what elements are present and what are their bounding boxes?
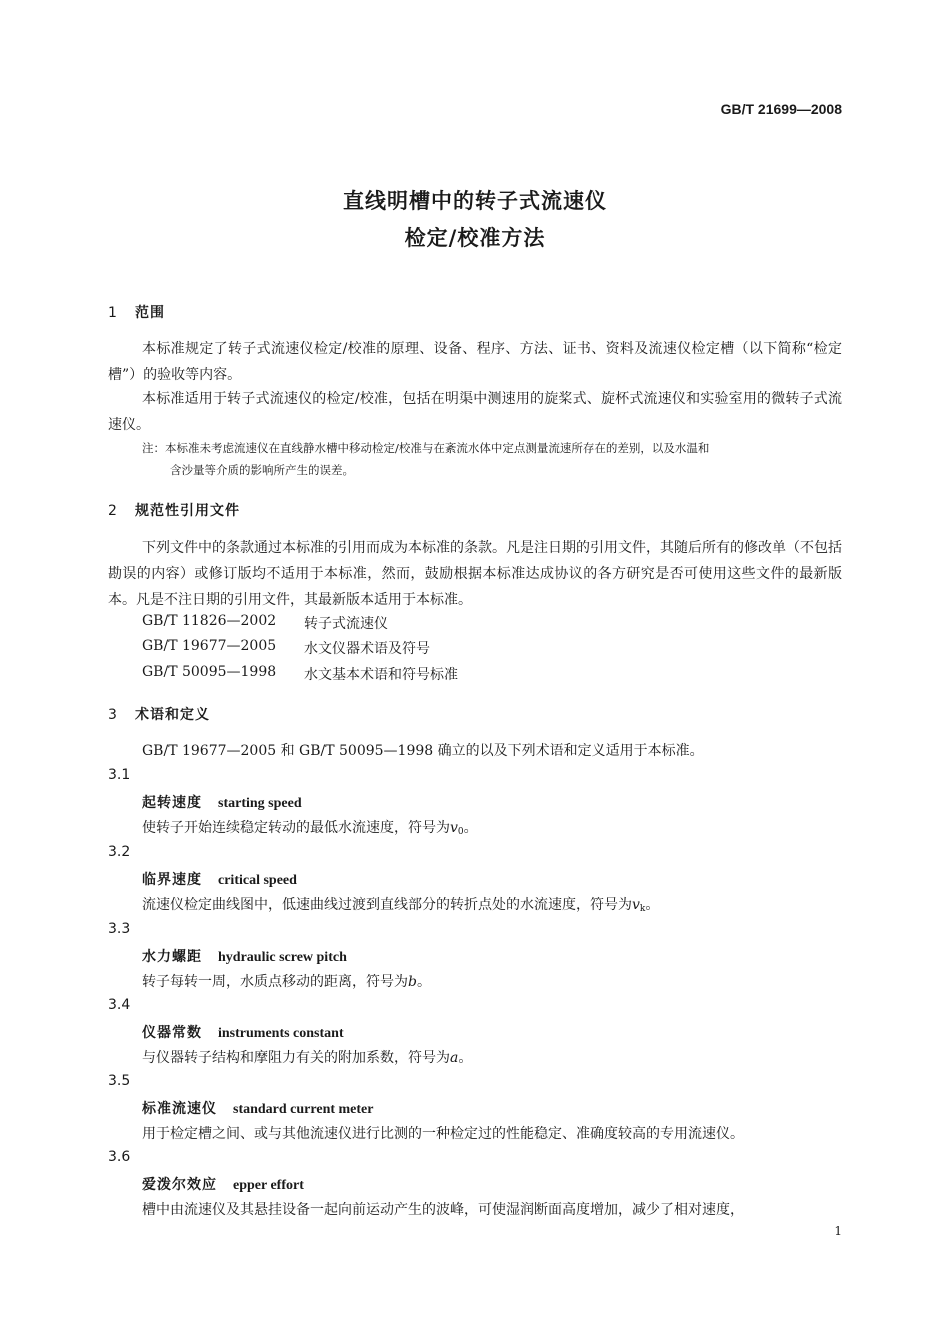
term-zh: 标准流速仪 [142, 1101, 217, 1117]
section-number: 3 [108, 707, 117, 723]
clause-number: 3.1 [108, 767, 131, 783]
clause-number: 3.4 [108, 997, 131, 1013]
note-line-2: 含沙量等介质的影响所产生的误差。 [170, 463, 354, 477]
term-heading [142, 1022, 344, 1042]
clause-number: 3.5 [108, 1073, 131, 1089]
term-en: hydraulic screw pitch [218, 950, 347, 965]
definition-end: 。 [416, 974, 431, 990]
term-definition: 用于检定槽之间、或与其他流速仪进行比测的一种检定过的性能稳定、准确度较高的专用流速仪。 [142, 1126, 744, 1142]
term-en: epper effort [233, 1178, 304, 1193]
clause-number: 3.2 [108, 844, 131, 860]
reference-code: GB/T 19677—2005 [142, 638, 277, 654]
term-heading [142, 1174, 304, 1194]
term-symbol: a [450, 1050, 459, 1066]
definition-text: 流速仪检定曲线图中，低速曲线过渡到直线部分的转折点处的水流速度，符号为 [142, 897, 632, 913]
term-definition [142, 1047, 472, 1067]
term-heading [142, 869, 297, 889]
term-zh: 起转速度 [142, 795, 202, 811]
section-3-intro: GB/T 19677—2005 和 GB/T 50095—1998 确立的以及下列术语和定义适用于本标准。 [142, 743, 704, 759]
term-en: critical speed [218, 873, 297, 888]
section-2-paragraph: 下列文件中的条款通过本标准的引用而成为本标准的条款。凡是注日期的引用文件，其随后所有的修改单（不包括勘误的内容）或修订版均不适用于本标准，然而，鼓励根据本标准达成协议的各方研究是否可使用这些文件的最新版本。凡是不注日期的引用文件，其最新版本适用于本标准。 [108, 540, 842, 608]
term-zh: 临界速度 [142, 872, 202, 888]
term-definition [142, 817, 478, 837]
term-zh: 仪器常数 [142, 1025, 202, 1041]
term-zh: 爱泼尔效应 [142, 1177, 217, 1193]
clause-number: 3.3 [108, 921, 131, 937]
section-title: 术语和定义 [135, 707, 210, 723]
reference-title: 转子式流速仪 [304, 616, 388, 632]
clause-number: 3.6 [108, 1149, 131, 1165]
definition-end: 。 [458, 1050, 473, 1066]
definition-text: 使转子开始连续稳定转动的最低水流速度，符号为 [142, 820, 450, 836]
section-title: 规范性引用文件 [135, 503, 240, 519]
reference-code: GB/T 50095—1998 [142, 664, 277, 680]
section-1-paragraph-1: 本标准规定了转子式流速仪检定/校准的原理、设备、程序、方法、证书、资料及流速仪检定槽（以下简称“检定槽”）的验收等内容。 [108, 341, 842, 383]
term-en: starting speed [218, 796, 302, 811]
section-1-heading [108, 302, 165, 322]
term-heading [142, 1098, 374, 1118]
standard-code: GB/T 21699—2008 [720, 101, 842, 117]
definition-end: 。 [645, 897, 660, 913]
term-definition [142, 894, 659, 914]
document-title-line2: 检定/校准方法 [404, 226, 546, 250]
section-1-note [142, 437, 842, 481]
reference-title: 水文仪器术语及符号 [304, 641, 430, 657]
section-number: 2 [108, 503, 117, 519]
document-title-line1: 直线明槽中的转子式流速仪 [343, 189, 607, 213]
note-line-1: 注：本标准未考虑流速仪在直线静水槽中移动检定/校准与在紊流水体中定点测量流速所存在的差别，以及水温和 [142, 441, 710, 455]
term-symbol: b [408, 974, 417, 990]
term-en: standard current meter [233, 1102, 374, 1117]
definition-end: 。 [463, 820, 478, 836]
term-heading [142, 946, 347, 966]
term-zh: 水力螺距 [142, 949, 202, 965]
term-symbol: v [450, 820, 458, 836]
definition-text: 转子每转一周，水质点移动的距离，符号为 [142, 974, 408, 990]
term-symbol: v [632, 897, 640, 913]
section-3-heading [108, 704, 210, 724]
section-2-heading [108, 500, 240, 520]
term-symbol-subscript: k [639, 904, 646, 914]
term-en: instruments constant [218, 1026, 344, 1041]
section-number: 1 [108, 305, 117, 321]
term-definition [142, 971, 431, 991]
reference-code: GB/T 11826—2002 [142, 613, 277, 629]
term-symbol-subscript: 0 [457, 827, 464, 837]
section-1-paragraph-2: 本标准适用于转子式流速仪的检定/校准，包括在明渠中测速用的旋桨式、旋杯式流速仪和实验室用的微转子式流速仪。 [108, 391, 842, 433]
term-definition: 槽中由流速仪及其悬挂设备一起向前运动产生的波峰，可使湿润断面高度增加，减少了相对速度， [142, 1202, 744, 1218]
reference-title: 水文基本术语和符号标准 [304, 667, 458, 683]
term-heading [142, 792, 302, 812]
page-number: 1 [834, 1224, 842, 1238]
definition-text: 与仪器转子结构和摩阻力有关的附加系数，符号为 [142, 1050, 450, 1066]
section-title: 范围 [135, 305, 165, 321]
